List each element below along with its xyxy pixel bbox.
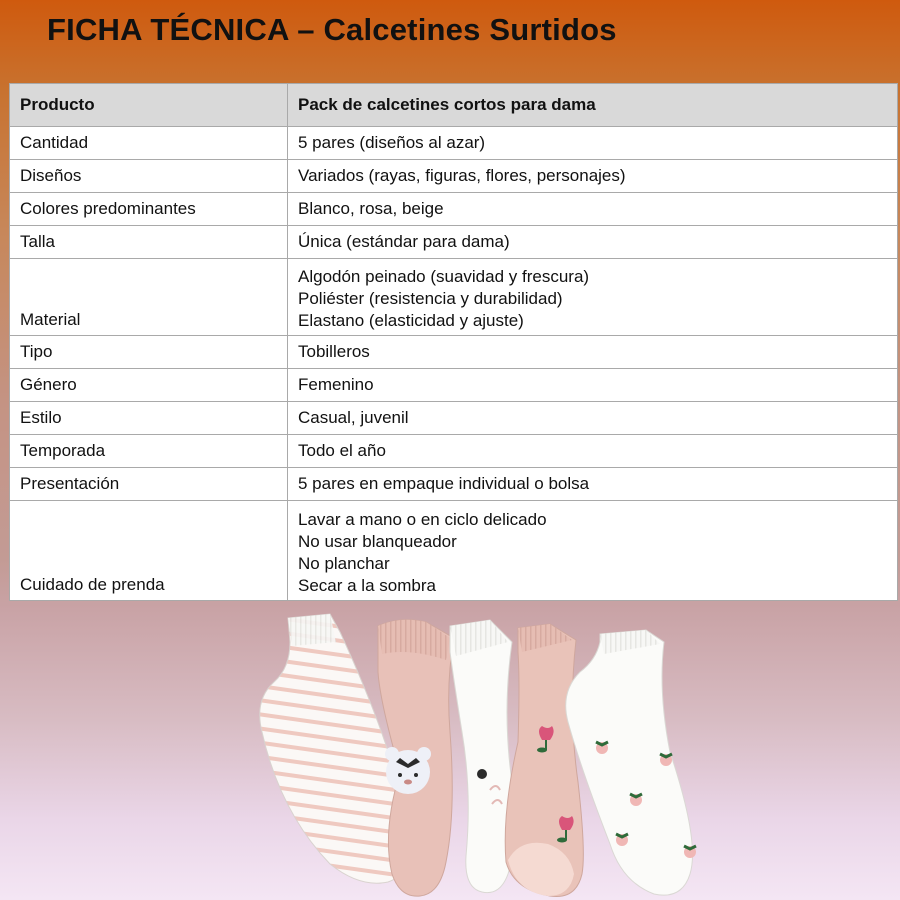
row-label: Diseños	[10, 160, 288, 193]
row-label: Cantidad	[10, 127, 288, 160]
material-line: Algodón peinado (suavidad y frescura)	[298, 267, 590, 286]
strawberry-icon	[660, 754, 672, 766]
row-value: Blanco, rosa, beige	[288, 193, 898, 226]
sock-white-text	[450, 620, 514, 893]
row-label: Género	[10, 369, 288, 402]
strawberry-icon	[630, 794, 642, 806]
sock-bear	[378, 620, 454, 896]
strawberry-icon	[616, 834, 628, 846]
row-label: Cuidado de prenda	[10, 501, 288, 601]
page-title: FICHA TÉCNICA – Calcetines Surtidos	[47, 12, 617, 47]
bear-face-icon	[385, 747, 431, 794]
row-value: Todo el año	[288, 435, 898, 468]
socks-product-image	[250, 612, 720, 900]
table-row	[10, 435, 898, 468]
row-label: Presentación	[10, 468, 288, 501]
row-label: Temporada	[10, 435, 288, 468]
row-label: Talla	[10, 226, 288, 259]
row-label: Material	[10, 259, 288, 336]
table-row	[10, 369, 898, 402]
header-value: Pack de calcetines cortos para dama	[288, 84, 898, 127]
row-value: Tobilleros	[288, 336, 898, 369]
table-row	[10, 226, 898, 259]
row-value: Variados (rayas, figuras, flores, personajes)	[288, 160, 898, 193]
table-row	[10, 259, 898, 336]
material-line: Elastano (elasticidad y ajuste)	[298, 311, 524, 330]
row-label: Tipo	[10, 336, 288, 369]
row-label: Colores predominantes	[10, 193, 288, 226]
table-header-row	[10, 84, 898, 127]
care-line: No usar blanqueador	[298, 532, 457, 551]
table-row	[10, 127, 898, 160]
flower-icon	[477, 769, 487, 779]
material-line: Poliéster (resistencia y durabilidad)	[298, 289, 563, 308]
header-label: Producto	[10, 84, 288, 127]
table-row	[10, 193, 898, 226]
strawberry-icon	[596, 742, 608, 754]
row-value: Femenino	[288, 369, 898, 402]
table-row	[10, 336, 898, 369]
sock-strawberries	[566, 630, 696, 895]
table-row	[10, 468, 898, 501]
row-label: Estilo	[10, 402, 288, 435]
row-value-lines	[288, 259, 898, 336]
strawberry-icon	[684, 846, 696, 858]
row-value: 5 pares en empaque individual o bolsa	[288, 468, 898, 501]
care-line: Secar a la sombra	[298, 576, 436, 595]
table-row	[10, 402, 898, 435]
row-value-lines	[288, 501, 898, 601]
sock-tulips	[505, 624, 583, 897]
row-value: Única (estándar para dama)	[288, 226, 898, 259]
table-row	[10, 501, 898, 601]
care-line: Lavar a mano o en ciclo delicado	[298, 510, 547, 529]
row-value: Casual, juvenil	[288, 402, 898, 435]
table-row	[10, 160, 898, 193]
care-line: No planchar	[298, 554, 390, 573]
spec-table	[9, 83, 898, 601]
row-value: 5 pares (diseños al azar)	[288, 127, 898, 160]
